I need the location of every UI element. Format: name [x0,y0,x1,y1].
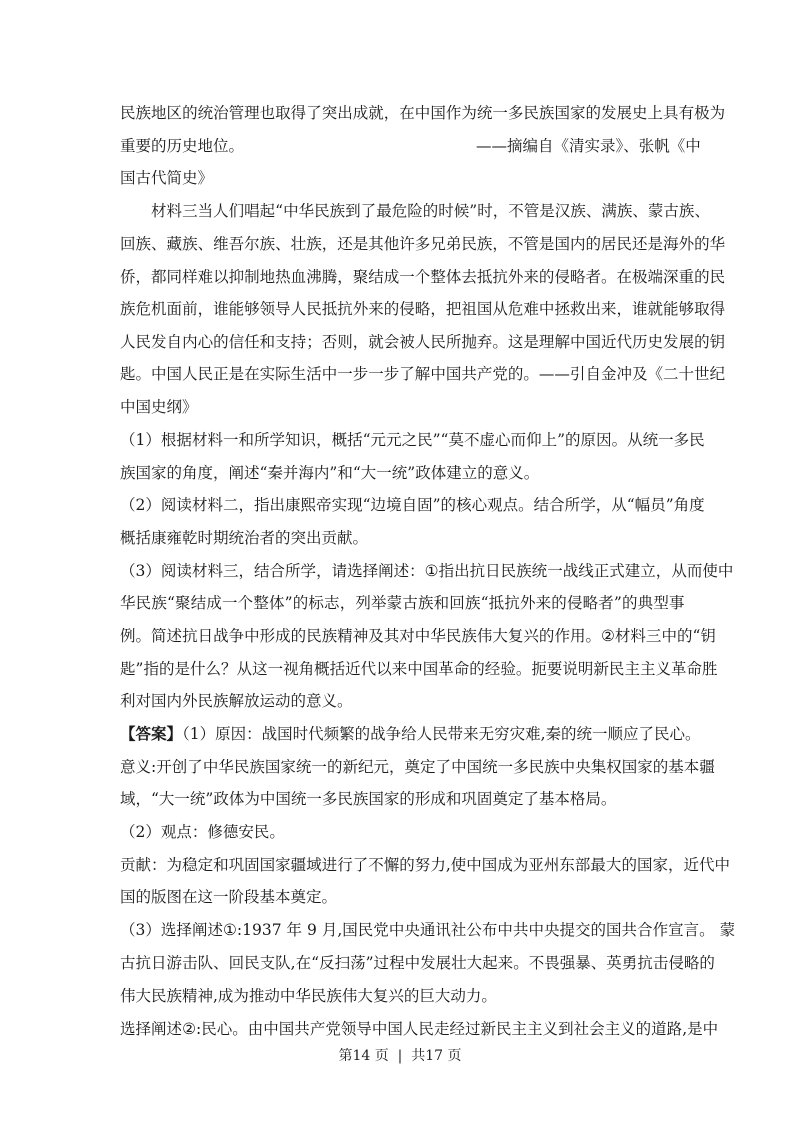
text-line: 例 。 简 述 抗 日 战 争 中 形 成 的 民 族 精 神 及 其 对 中 华 民 族 伟 大 复 兴 的 作 用 。 ② 材 料 三 中 的 “ 钥 [120,627,716,645]
text-line: 人 民 发 自 内 心 的 信 任 和 支 持 ； 否 则 ， 就 会 被 人 民 所 抛 弃 。 这 是 理 解 中 国 近 代 历 史 发 展 的 钥 [120,333,726,351]
text-line: 意 义 : 开 创 了 中 华 民 族 国 家 统 一 的 新 纪 元 ， 奠 定 了 中 国 统 一 多 民 族 中 央 集 权 国 家 的 基 本 疆 [120,758,715,776]
text-line: 古 抗 日 游 击 队 、 回 民 支 队 , 在 “ 反 扫 荡 ” 过 程 中 发 展 壮 大 起 来 。 不 畏 强 暴 、 英 勇 抗 击 侵 略 的 [120,954,715,972]
text-line: 概括康雍乾时期统治者的突出贡献。 [120,529,369,547]
text-line: 族 危 机 面 前 ， 谁 能 够 领 导 人 民 抵 抗 外 来 的 侵 略 ， 把 祖 国 从 危 难 中 拯 救 出 来 ， 谁 就 能 够 取 得 [120,300,726,318]
text-line: 匙 ” 指 的 是 什 么 ？ 从 这 一 视 角 概 括 近 代 以 来 中 国 革 命 的 经 验 。 扼 要 说 明 新 民 主 主 义 革 命 胜 [120,660,718,678]
text-line: 民 族 地 区 的 统 治 管 理 也 取 得 了 突 出 成 就 ， 在 中 国 作 为 统 一 多 民 族 国 家 的 发 展 史 上 具 有 极 为 [120,104,726,122]
text-line: 国的版图在这一阶段基本奠定。 [120,888,338,906]
text-line: 贡 献 ： 为 稳 定 和 巩 固 国 家 疆 域 进 行 了 不 懈 的 努 力 , 使 中 国 成 为 亚 州 东 部 最 大 的 国 家 ， 近 代 中 [120,856,731,874]
source-note: ——摘编自《清实录》、张帆《中 [476,137,701,155]
text-line: 伟大民族精神,成为推动中华民族伟大复兴的巨大动力。 [120,987,497,1005]
text-line: 匙 。 中 国 人 民 正 是 在 实 际 生 活 中 一 步 一 步 了 解 中 国 共 产 党 的 。 — — 引 自 金 冲 及 《 二 十 世 纪 [120,365,726,383]
text-line: （ 3 ） 选 择 阐 述 ① : 1 9 3 7 年 9 月 , 国 民 党 中 央 通 讯 社 公 布 中 共 中 央 提 交 的 国 共 合 作 宣 言 。 蒙 [120,921,736,939]
text-line: 选 择 阐 述 ② : 民 心 。 由 中 国 共 产 党 领 导 中 国 人 民 走 经 过 新 民 主 主 义 到 社 会 主 义 的 道 路 , 是 中 [120,1020,719,1038]
text-line: 中国史纲》 [120,398,198,416]
answer-label: 【答案】 [120,724,183,743]
text-line: （ 2 ） 阅 读 材 料 二 ， 指 出 康 熙 帝 实 现 “ 边 境 自 固 ” 的 核 心 观 点 。 结 合 所 学 ， 从 “ 幅 员 ” 角 度 [120,496,705,514]
text-line: 侨 ， 都 同 样 难 以 抑 制 地 热 血 沸 腾 ， 聚 结 成 一 个 整 体 去 抵 抗 外 来 的 侵 略 者 。 在 极 端 深 重 的 民 [120,268,726,286]
text-line: 回 族 、 藏 族 、 维 吾 尔 族 、 壮 族 ， 还 是 其 他 许 多 兄 弟 民 族 ， 不 管 是 国 内 的 居 民 还 是 海 外 的 华 [120,235,726,253]
text-line: 华 民 族 “ 聚 结 成 一 个 整 体 ” 的 标 志 ， 列 举 蒙 古 族 和 回 族 “ 抵 抗 外 来 的 侵 略 者 ” 的 典 型 事 [120,594,685,612]
text-line: 【答案】（1）原因：战国时代频繁的战争给人民带来无穷灾难,秦的统一顺应了民心。 [120,724,701,743]
page-footer: 第14 页 | 共17 页 [338,1048,462,1064]
text-line: 利对国内外民族解放运动的意义。 [120,692,353,710]
text-line: 重要的历史地位。 [120,137,245,155]
text-line: 族国家的角度，阐述“秦并海内”和“大一统”政体建立的意义。 [120,464,540,482]
text-line: （2）观点：修德安民。 [120,823,285,841]
text-line: 国古代简史》 [120,169,214,187]
text-line: （ 1 ） 根 据 材 料 一 和 所 学 知 识 ， 概 括 “ 元 元 之 民 ” “ 莫 不 虚 心 而 仰 上 ” 的 原 因 。 从 统 一 多 民 [120,431,705,449]
text-line: 域，“大一统”政体为中国统一多民族国家的形成和巩固奠定了基本格局。 [120,790,617,808]
text-line: （ 3 ） 阅 读 材 料 三 ， 结 合 所 学 ， 请 选 择 阐 述 ： ① 指 出 抗 日 民 族 统 一 战 线 正 式 建 立 ， 从 而 使 中 [120,562,734,580]
text-line: 材 料 三 当 人 们 唱 起 “ 中 华 民 族 到 了 最 危 险 的 时 候 ” 时 ， 不 管 是 汉 族 、 满 族 、 蒙 古 族 、 [151,202,710,220]
